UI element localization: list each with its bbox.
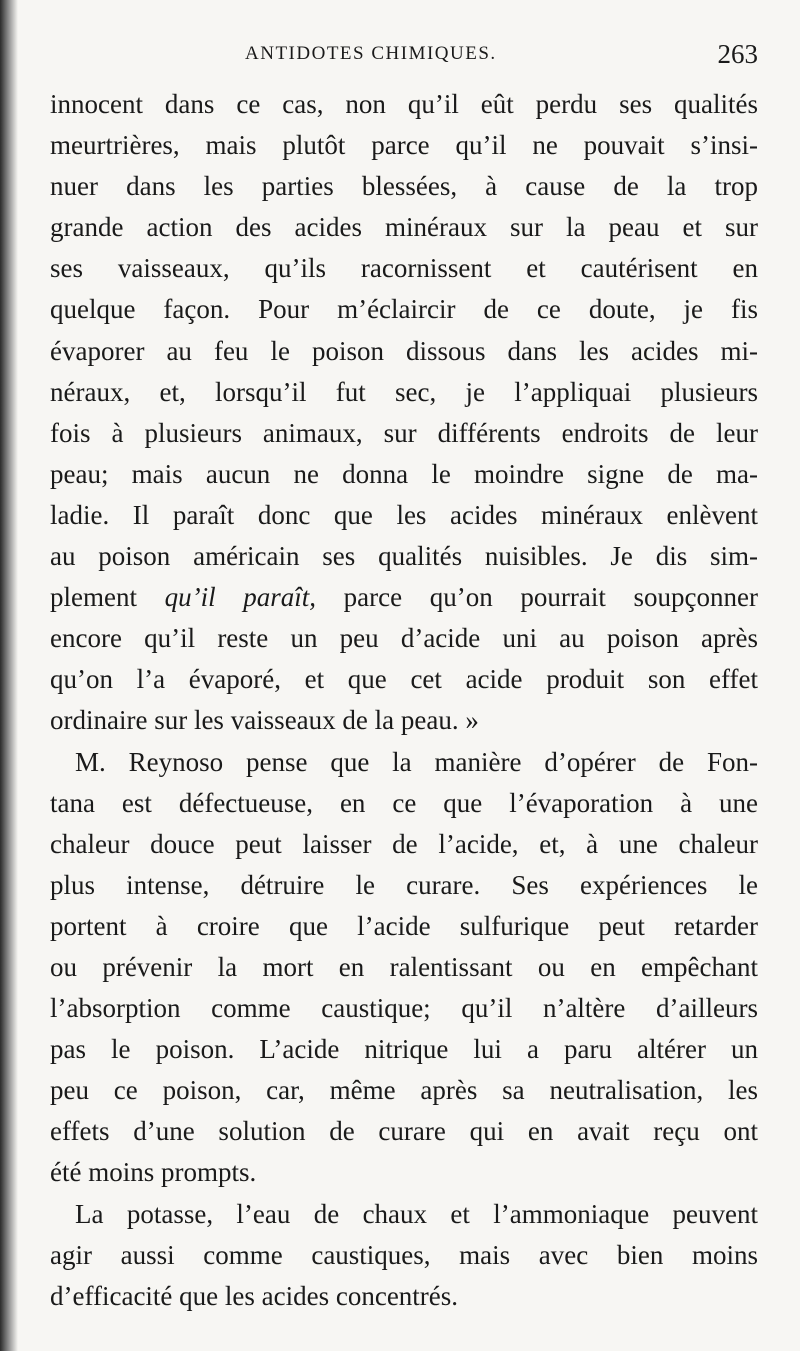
text-line: quelque façon. Pour m’éclaircir de ce doute, je fis — [50, 294, 758, 325]
text-line: grande action des acides minéraux sur la peau et sur — [50, 212, 758, 243]
text-line: ses vaisseaux, qu’ils racornissent et cautérisent en — [50, 253, 758, 284]
text-line: encore qu’il reste un peu d’acide uni au poison après — [50, 623, 758, 654]
text-line: portent à croire que l’acide sulfurique peut retarder — [50, 910, 758, 941]
text-line: été moins prompts. — [50, 1157, 257, 1188]
text-line: ladie. Il paraît donc que les acides minéraux enlèvent — [50, 499, 758, 530]
text-line — [50, 577, 758, 618]
text-line: effets d’une solution de curare qui en avait reçu ont — [50, 1116, 758, 1147]
text-line: au poison américain ses qualités nuisibles. Je dis sim- — [50, 541, 758, 572]
text-line: évaporer au feu le poison dissous dans les acides mi- — [50, 335, 758, 366]
text-line: néraux, et, lorsqu’il fut sec, je l’appliquai plusieurs — [50, 376, 758, 407]
text-segment: parce qu’on pourrait soupçonner — [316, 582, 758, 613]
text-line: nuer dans les parties blessées, à cause de la trop — [50, 171, 758, 202]
text-line: meurtrières, mais plutôt parce qu’il ne pouvait s’insi- — [50, 130, 758, 161]
text-line: innocent dans ce cas, non qu’il eût perdu ses qualités — [50, 89, 758, 119]
text-line: ordinaire sur les vaisseaux de la peau. » — [50, 705, 479, 736]
text-line: l’absorption comme caustique; qu’il n’altère d’ailleurs — [50, 993, 758, 1024]
text-line: fois à plusieurs animaux, sur différents endroits de leur — [50, 417, 758, 448]
text-line: chaleur douce peut laisser de l’acide, et, à une chaleur — [50, 828, 758, 859]
text-line: qu’on l’a évaporé, et que cet acide produit son effet — [50, 664, 758, 695]
text-line: agir aussi comme caustiques, mais avec bien moins — [50, 1239, 758, 1270]
page-header — [50, 36, 758, 72]
running-title: ANTIDOTES CHIMIQUES. — [245, 43, 497, 64]
text-line: d’efficacité que les acides concentrés. — [50, 1280, 459, 1311]
text-line: ou prévenir la mort en ralentissant ou en empêchant — [50, 951, 758, 982]
text-line: tana est défectueuse, en ce que l’évaporation à une — [50, 787, 758, 818]
text-line: La potasse, l’eau de chaux et l’ammoniaque peuvent — [75, 1198, 758, 1229]
text-line: pas le poison. L’acide nitrique lui a paru altérer un — [50, 1034, 758, 1065]
text-line: peu ce poison, car, même après sa neutralisation, les — [50, 1075, 758, 1106]
text-line: M. Reynoso pense que la manière d’opérer de Fon- — [75, 746, 758, 777]
text-line: peau; mais aucun ne donna le moindre signe de ma- — [50, 458, 758, 489]
body-text — [50, 84, 758, 1317]
italic-phrase: qu’il paraît, — [164, 582, 317, 613]
page-number: 263 — [717, 39, 758, 69]
text-segment: plement — [50, 582, 165, 613]
binding-shadow — [0, 0, 18, 1351]
text-line: plus intense, détruire le curare. Ses expériences le — [50, 869, 758, 900]
